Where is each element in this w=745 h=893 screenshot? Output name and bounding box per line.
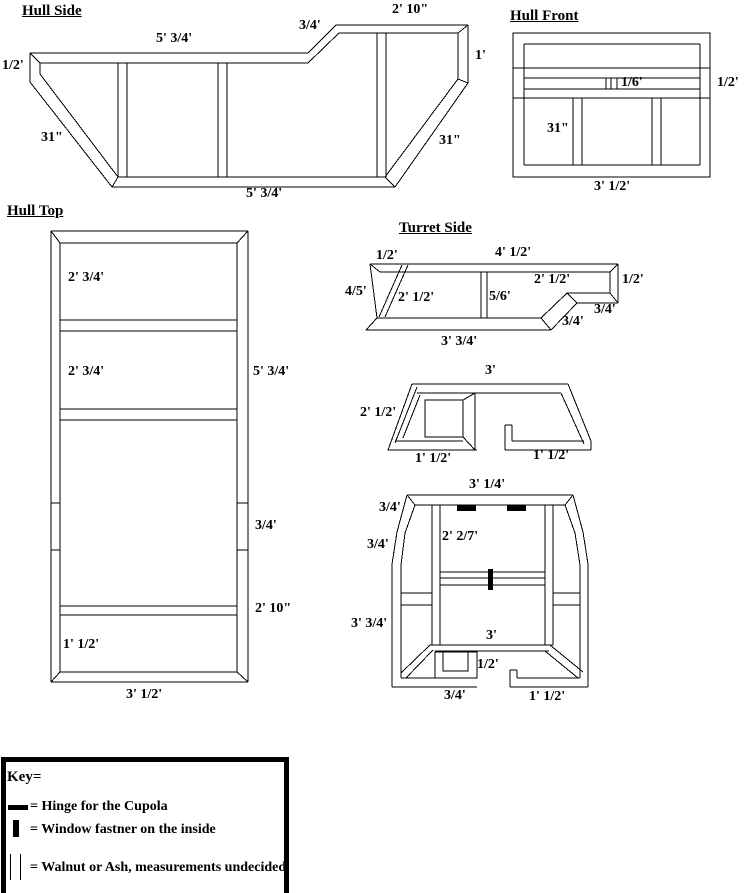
cupola-hinge-mark: [457, 505, 476, 511]
turret-side-title: Turret Side: [399, 220, 472, 236]
dim-label: 2' 3/4': [68, 364, 105, 379]
dim-label: 31": [547, 121, 569, 136]
dim-label: 2' 2/7': [442, 529, 479, 544]
hull-front-drawing: [513, 33, 710, 177]
hull-top-title: Hull Top: [7, 203, 64, 219]
window-fastener-icon: [13, 820, 19, 837]
dim-label: 3' 1/2': [126, 687, 163, 702]
dim-label: 1' 1/2': [529, 689, 566, 704]
legend-item-hinge: = Hinge for the Cupola: [30, 799, 168, 814]
dim-label: 2' 10": [255, 601, 292, 616]
dim-label: 1/6': [621, 75, 643, 90]
hull-front-title: Hull Front: [510, 8, 579, 24]
dim-label: 31": [439, 133, 461, 148]
dim-label: 5/6': [489, 289, 511, 304]
dim-label: 1/2': [376, 248, 398, 263]
hull-top-drawing: [51, 231, 248, 682]
dim-label: 1': [475, 48, 486, 63]
dim-label: 2' 1/2': [534, 272, 571, 287]
dim-label: 5' 3/4': [253, 364, 290, 379]
turret-top-drawing: [388, 384, 591, 450]
legend-item-window-fastener: = Window fastner on the inside: [30, 822, 216, 837]
dim-label: 1/2': [717, 75, 739, 90]
legend-heading: Key=: [7, 769, 42, 785]
legend-item-walnut-ash: = Walnut or Ash, measurements undecided.: [30, 860, 290, 875]
dim-label: 3/4': [379, 500, 401, 515]
hinge-icon: [8, 805, 28, 810]
dim-label: 3/4': [255, 518, 277, 533]
dim-label: 4/5': [345, 284, 367, 299]
dim-label: 3/4': [594, 302, 616, 317]
legend-box: [1, 757, 289, 893]
dim-label: 3/4': [299, 18, 321, 33]
dim-label: 2' 10": [392, 2, 429, 17]
dim-label: 1' 1/2': [533, 448, 570, 463]
dim-label: 2' 1/2': [360, 405, 397, 420]
dim-label: 1/2': [2, 58, 24, 73]
dim-label: 2' 3/4': [68, 270, 105, 285]
dim-label: 4' 1/2': [495, 245, 532, 260]
dim-label: 3': [486, 628, 497, 643]
walnut-ash-icon: [10, 854, 11, 880]
dim-label: 3/4': [444, 688, 466, 703]
walnut-ash-icon: [20, 854, 21, 880]
dim-label: 5' 3/4': [246, 186, 283, 201]
hull-side-drawing: [30, 25, 468, 187]
dim-label: 1/2': [622, 272, 644, 287]
window-fastener-mark: [488, 569, 493, 590]
dim-label: 3': [485, 363, 496, 378]
dim-label: 3' 1/2': [594, 179, 631, 194]
dim-label: 1' 1/2': [63, 637, 100, 652]
dim-label: 3' 3/4': [351, 616, 388, 631]
dim-label: 1' 1/2': [415, 451, 452, 466]
dim-label: 3' 1/4': [469, 477, 506, 492]
dim-label: 3/4': [367, 537, 389, 552]
cupola-hinge-mark: [507, 505, 526, 511]
hull-side-title: Hull Side: [22, 3, 82, 19]
dim-label: 5' 3/4': [156, 31, 193, 46]
dim-label: 3' 3/4': [441, 334, 478, 349]
dim-label: 31": [41, 130, 63, 145]
dim-label: 3/4': [562, 314, 584, 329]
dim-label: 2' 1/2': [398, 290, 435, 305]
dim-label: 1/2': [477, 657, 499, 672]
